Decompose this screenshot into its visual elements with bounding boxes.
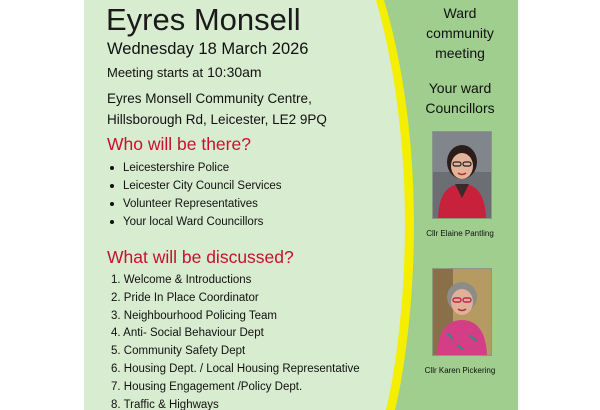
agenda-item: 5. Community Safety Dept — [111, 345, 246, 358]
ward-title-line: Ward — [443, 5, 477, 21]
agenda-item: 3. Neighbourhood Policing Team — [111, 309, 278, 322]
councillor-photo-elaine — [432, 131, 492, 219]
agenda-item: 7. Housing Engagement /Policy Dept. — [111, 380, 303, 393]
attendees-list — [107, 159, 282, 231]
meeting-address — [107, 88, 327, 130]
councillor-caption: Cllr Elaine Pantling — [426, 229, 494, 238]
councillor-caption: Cllr Karen Pickering — [424, 366, 496, 375]
meeting-time-value: 10:30am — [207, 64, 262, 80]
councillors-column — [402, 0, 518, 410]
meeting-time — [107, 64, 262, 81]
councillors-title — [402, 78, 518, 118]
attendee-item: Leicestershire Police — [123, 159, 282, 177]
address-line-2: Hillsborough Rd, Leicester, LE2 9PQ — [107, 112, 327, 127]
agenda-item: 6. Housing Dept. / Local Housing Representative — [111, 362, 360, 375]
councillor-photo-karen — [432, 268, 492, 356]
ward-name-title: Eyres Monsell — [106, 2, 301, 37]
attendee-item: Leicester City Council Services — [123, 177, 282, 195]
address-line-1: Eyres Monsell Community Centre, — [107, 91, 312, 106]
attendee-item: Volunteer Representatives — [123, 195, 282, 213]
poster-main-column — [84, 0, 394, 410]
agenda-item: 8. Traffic & Highways — [111, 398, 219, 410]
meeting-time-label: Meeting starts at — [107, 65, 204, 80]
agenda-item: 4. Anti- Social Behaviour Dept — [111, 327, 264, 340]
agenda-heading: What will be discussed? — [107, 247, 294, 267]
councillors-title-line: Councillors — [425, 100, 495, 116]
agenda-item: 2. Pride In Place Coordinator — [111, 291, 259, 304]
ward-title-line: meeting — [435, 45, 485, 61]
agenda-list — [111, 272, 360, 410]
agenda-item: 1. Welcome & Introductions — [111, 274, 252, 286]
ward-meeting-title — [402, 3, 518, 63]
meeting-poster — [84, 0, 518, 410]
meeting-date: Wednesday 18 March 2026 — [107, 40, 309, 58]
attendee-item: Your local Ward Councillors — [123, 213, 282, 231]
who-heading: Who will be there? — [107, 134, 251, 154]
councillors-title-line: Your ward — [428, 80, 492, 96]
ward-title-line: community — [426, 25, 494, 41]
